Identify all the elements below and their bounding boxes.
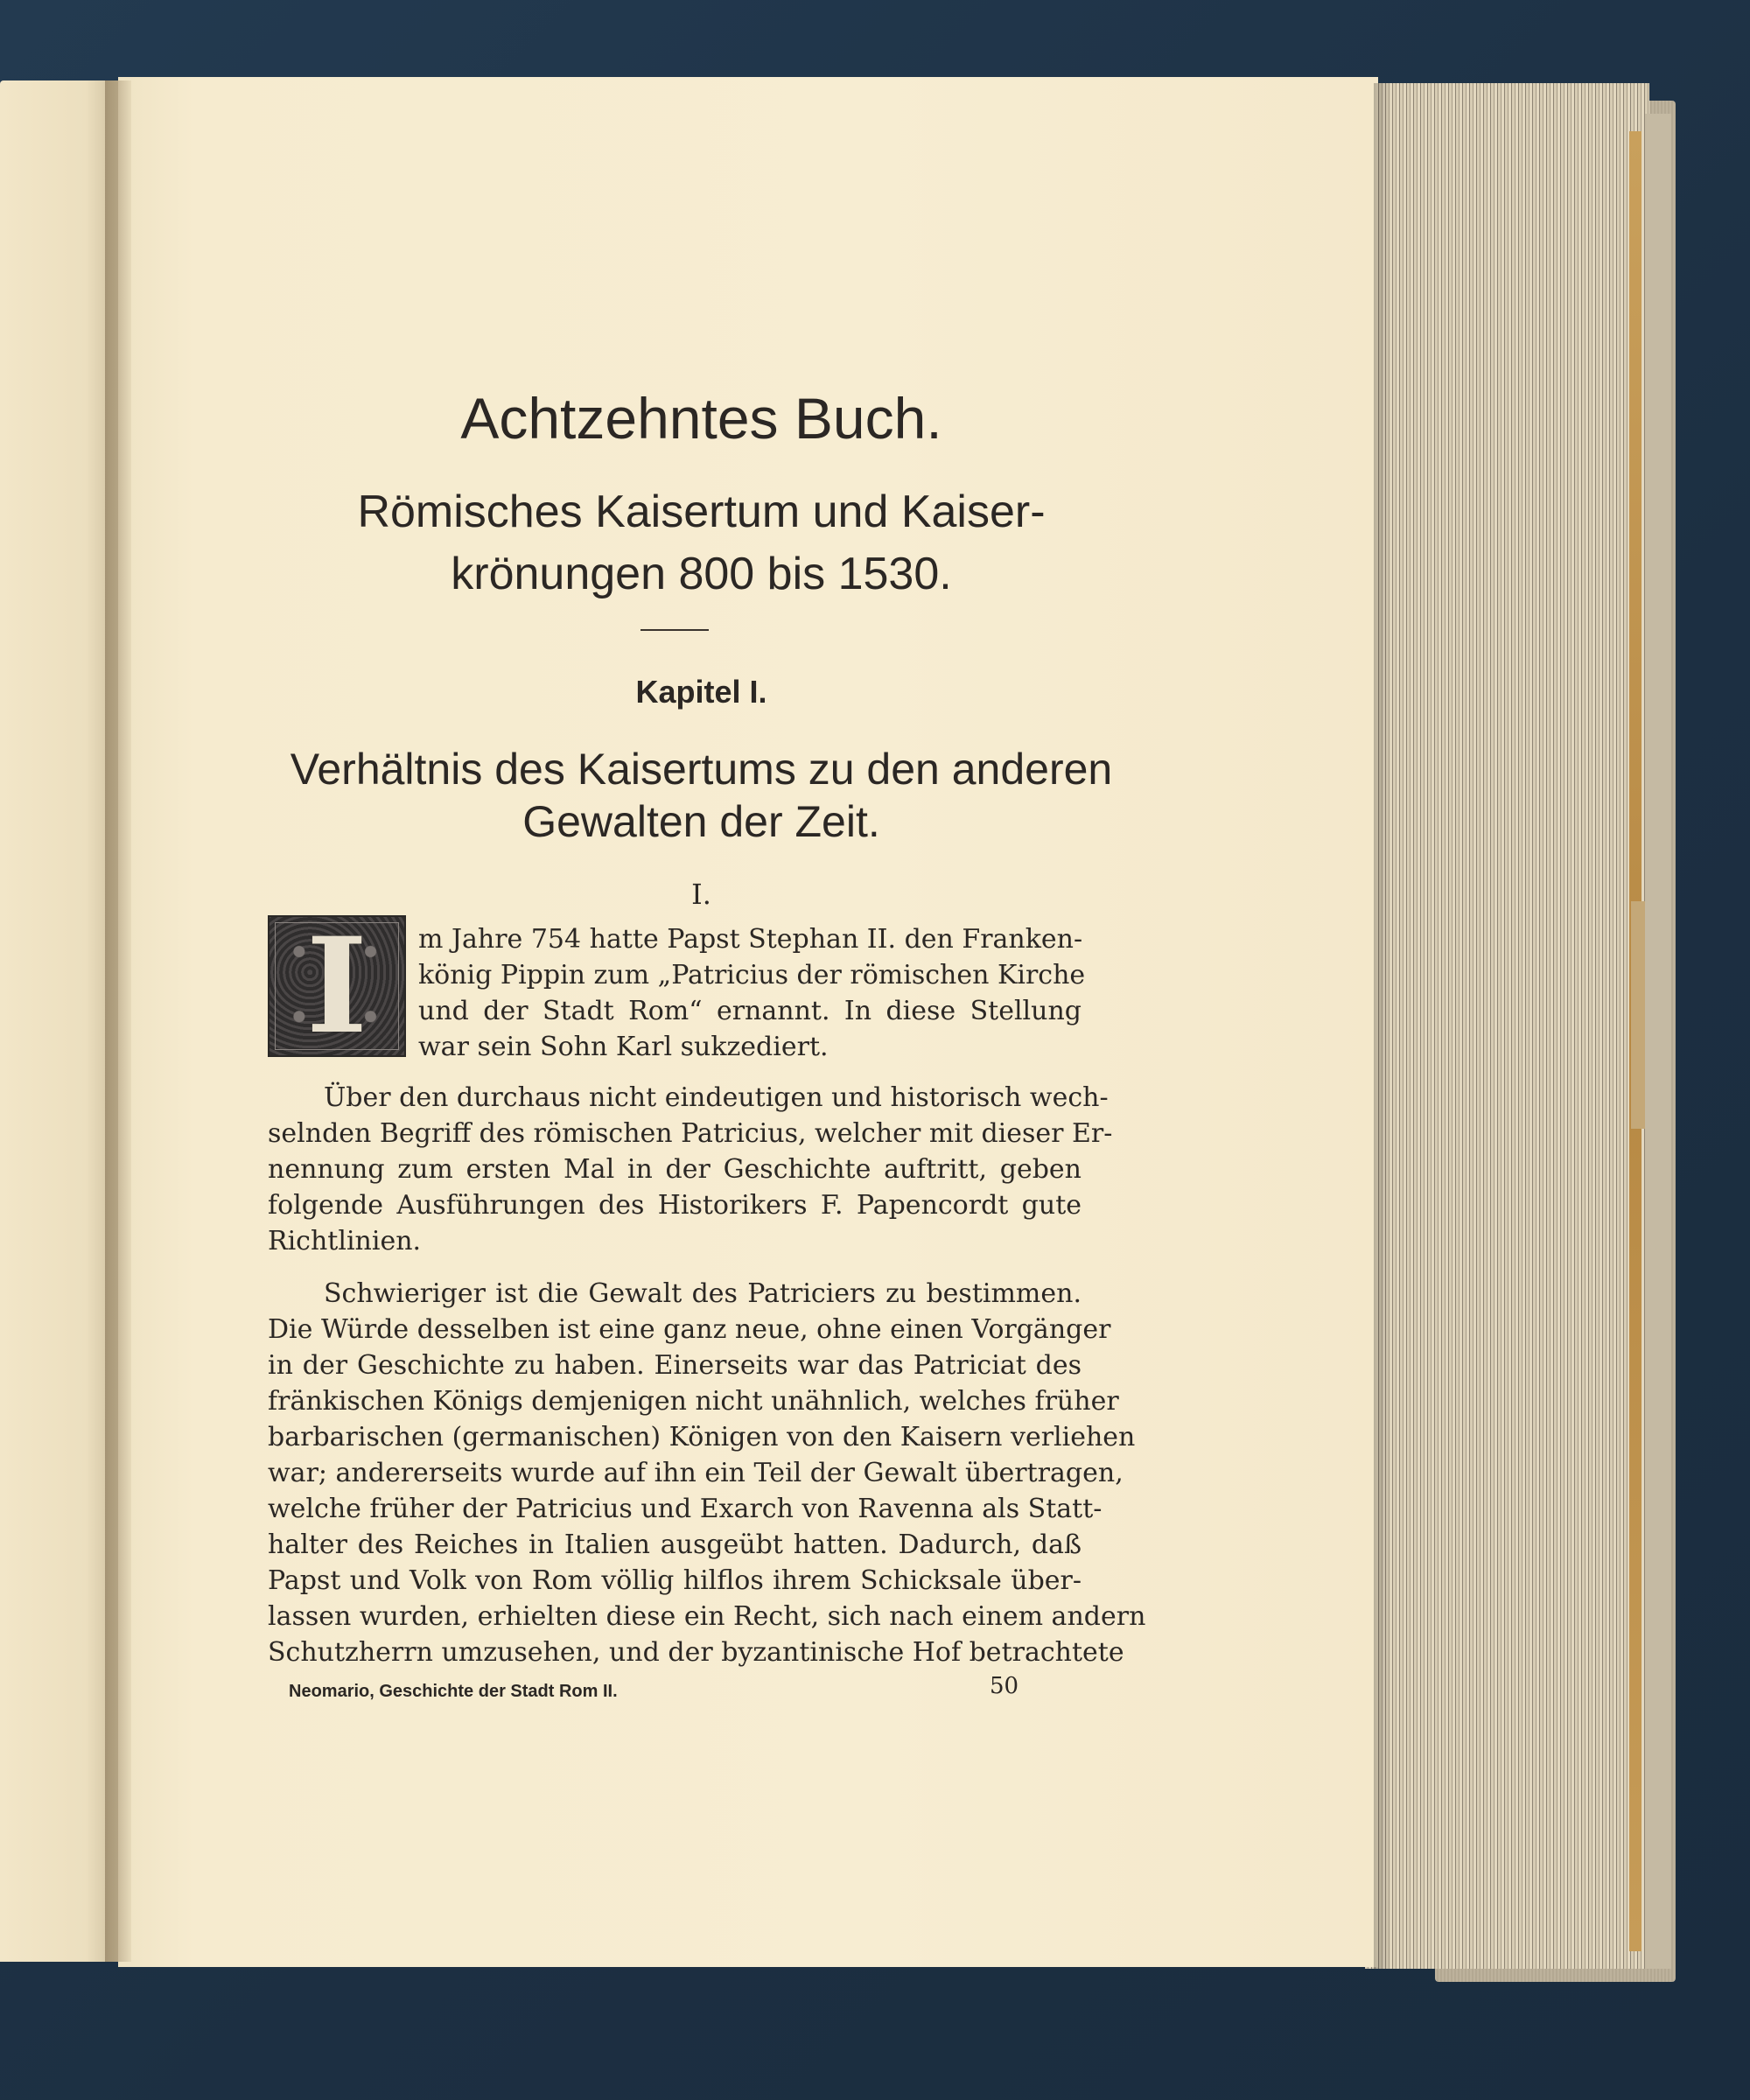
book-subtitle-line-2: krönungen 800 bis 1530. (451, 549, 952, 599)
paragraph-line: war sein Sohn Karl sukzediert. (418, 1032, 829, 1062)
page-stack-shadow (1374, 83, 1391, 1969)
paragraph-line: barbarischen (germanischen) Königen von den Kaisern verliehen (268, 1422, 1136, 1452)
paragraph-line: Papst und Volk von Rom völlig hilflos ihrem Schicksale über- (268, 1565, 1082, 1596)
paragraph-line: nennung zum ersten Mal in der Geschichte auftritt, geben (268, 1154, 1082, 1185)
divider-rule (640, 629, 709, 631)
paragraph-line: fränkischen Königs demjenigen nicht unähnlich, welches früher (268, 1386, 1119, 1417)
left-facing-page (0, 80, 122, 1962)
paragraph-line: Die Würde desselben ist eine ganz neue, ohne einen Vorgänger (268, 1314, 1111, 1345)
paragraph-line: in der Geschichte zu haben. Einerseits war das Patriciat des (268, 1350, 1082, 1381)
paragraph-line: Schwieriger ist die Gewalt des Patriciers zu bestimmen. (324, 1278, 1082, 1309)
decorated-initial (268, 909, 406, 1063)
chapter-title-line-2: Gewalten der Zeit. (522, 797, 880, 846)
footer-signature: Neomario, Geschichte der Stadt Rom II. (289, 1682, 618, 1701)
paragraph-line: war; andererseits wurde auf ihn ein Teil der Gewalt übertragen, (268, 1458, 1124, 1488)
paragraph-line: m Jahre 754 hatte Papst Stephan II. den Franken- (418, 924, 1083, 955)
paragraph-line: Über den durchaus nicht eindeutigen und historisch wech- (324, 1082, 1109, 1113)
book-spine-cloth (1645, 114, 1671, 1969)
section-number: I. (691, 878, 711, 911)
book-title: Achtzehntes Buch. (460, 386, 942, 451)
book-subtitle-line-1: Römisches Kaisertum und Kaiser- (357, 486, 1046, 537)
paragraph-line: halter des Reiches in Italien ausgeübt hatten. Dadurch, daß (268, 1530, 1082, 1560)
book-gutter (105, 80, 131, 1962)
chapter-label: Kapitel I. (635, 674, 767, 710)
paragraph-line: Schutzherrn umzusehen, und der byzantinische Hof betrachtete (268, 1637, 1124, 1668)
initial-letter: I (305, 909, 368, 1063)
paragraph-line: folgende Ausführungen des Historikers F. Papencordt gute (268, 1190, 1082, 1221)
paragraph-line: selnden Begriff des römischen Patricius, welcher mit dieser Er- (268, 1118, 1113, 1149)
chapter-title-line-1: Verhältnis des Kaisertums zu den anderen (290, 745, 1113, 794)
page-block (1365, 83, 1649, 1969)
page-number: 50 (990, 1673, 1019, 1699)
paragraph-1 (418, 921, 1086, 1065)
paragraph-3 (268, 1276, 1146, 1670)
paragraph-line: lassen wurden, erhielten diese ein Recht, sich nach einem andern (268, 1601, 1146, 1632)
paragraph-line: Richtlinien. (268, 1226, 422, 1256)
paragraph-2 (268, 1080, 1113, 1259)
paragraph-line: könig Pippin zum „Patricius der römischen Kirche (418, 960, 1086, 990)
paragraph-line: und der Stadt Rom“ ernannt. In diese Stellung (418, 996, 1082, 1026)
paragraph-line: welche früher der Patricius und Exarch von Ravenna als Statt- (268, 1494, 1102, 1524)
